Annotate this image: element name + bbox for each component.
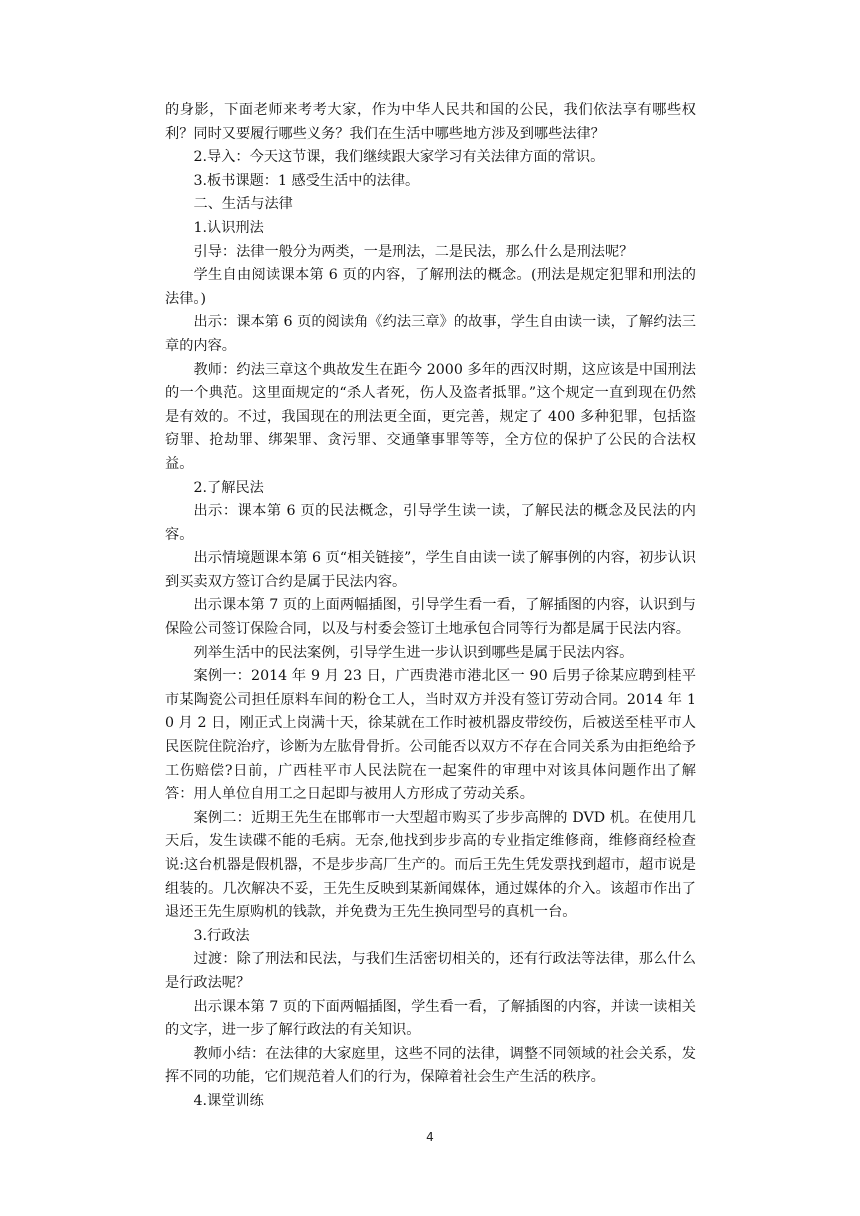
paragraph: 教师：约法三章这个典故发生在距今 2000 多年的西汉时期，这应该是中国刑法的一个典范。这里面规定的“杀人者死，伤人及盗者抵罪。”这个规定一直到现在仍然是有效的。不过，我国现在的刑法更全面，更完善，规定了 400 多种犯罪，包括盗窃罪、抢劫罪、绑架罪、贪污罪、交通肇事罪等等，全方位的保护了公民的合法权益。 — [165, 361, 696, 472]
case-paragraph: 案例一：2014 年 9 月 23 日，广西贵港市港北区一 90 后男子徐某应聘到桂平市某陶瓷公司担任原料车间的粉仓工人，当时双方并没有签订劳动合同。2014 年 10 月 2 日，刚正式上岗满十天，徐某就在工作时被机器皮带绞伤，后被送至桂平市人民医院住院治疗，诊断为左肱骨骨折。公司能否以双方不存在合同关系为由拒绝给予工伤赔偿?日前，广西桂平市人民法院在一起案件的审理中对该具体问题作出了解答：用人单位自用工之日起即与被用人方形成了劳动关系。 — [165, 668, 696, 803]
paragraph: 教师小结：在法律的大家庭里，这些不同的法律，调整不同领域的社会关系，发挥不同的功能，它们规范着人们的行为，保障着社会生产生活的秩序。 — [165, 1045, 696, 1086]
page-number: 4 — [426, 1130, 434, 1144]
subsection-heading: 1.认识刑法 — [193, 219, 264, 236]
paragraph: 出示：课本第 6 页的民法概念，引导学生读一读，了解民法的概念及民法的内容。 — [165, 503, 696, 543]
case-paragraph: 案例二：近期王先生在邯郸市一大型超市购买了步步高牌的 DVD 机。在使用几天后，发生读碟不能的毛病。无奈,他找到步步高的专业指定维修商，维修商经检查说:这台机器是假机器，不是步步高厂生产的。而后王先生凭发票找到超市，超市说是组装的。几次解决不妥，王先生反映到某新闻媒体，通过媒体的介入。该超市作出了退还王先生原购机的钱款，并免费为王先生换同型号的真机一台。 — [165, 809, 696, 921]
paragraph: 3.板书课题：1 感受生活中的法律。 — [193, 172, 420, 189]
paragraph: 引导：法律一般分为两类，一是刑法，二是民法，那么什么是刑法呢？ — [193, 243, 634, 260]
section-heading: 二、生活与法律 — [193, 196, 293, 213]
paragraph: 列举生活中的民法案例，引导学生进一步认识到哪些是属于民法内容。 — [193, 644, 634, 661]
paragraph: 出示课本第 7 页的上面两幅插图，引导学生看一看，了解插图的内容，认识到与保险公司签订保险合同，以及与村委会签订土地承包合同等行为都是属于民法内容。 — [165, 597, 696, 638]
paragraph: 出示情境题课本第 6 页“相关链接”，学生自由读一读了解事例的内容，初步认识到买卖双方签订合约是属于民法内容。 — [165, 550, 696, 590]
paragraph: 出示课本第 7 页的下面两幅插图，学生看一看，了解插图的内容，并读一读相关的文字，进一步了解行政法的有关知识。 — [165, 998, 696, 1039]
page-content — [165, 99, 696, 1114]
paragraph: 学生自由阅读课本第 6 页的内容，了解刑法的概念。(刑法是规定犯罪和刑法的法律。) — [165, 267, 696, 307]
subsection-heading: 4.课堂训练 — [193, 1092, 264, 1109]
paragraph: 过渡：除了刑法和民法，与我们生活密切相关的，还有行政法等法律，那么什么是行政法呢？ — [165, 951, 696, 991]
subsection-heading: 3.行政法 — [193, 927, 250, 944]
paragraph: 出示：课本第 6 页的阅读角《约法三章》的故事，学生自由读一读，了解约法三章的内容。 — [165, 314, 696, 354]
subsection-heading: 2.了解民法 — [193, 479, 264, 496]
paragraph: 的身影，下面老师来考考大家，作为中华人民共和国的公民，我们依法享有哪些权利？同时又要履行哪些义务？我们在生活中哪些地方涉及到哪些法律？ — [165, 102, 696, 142]
paragraph: 2.导入：今天这节课，我们继续跟大家学习有关法律方面的常识。 — [193, 149, 605, 166]
